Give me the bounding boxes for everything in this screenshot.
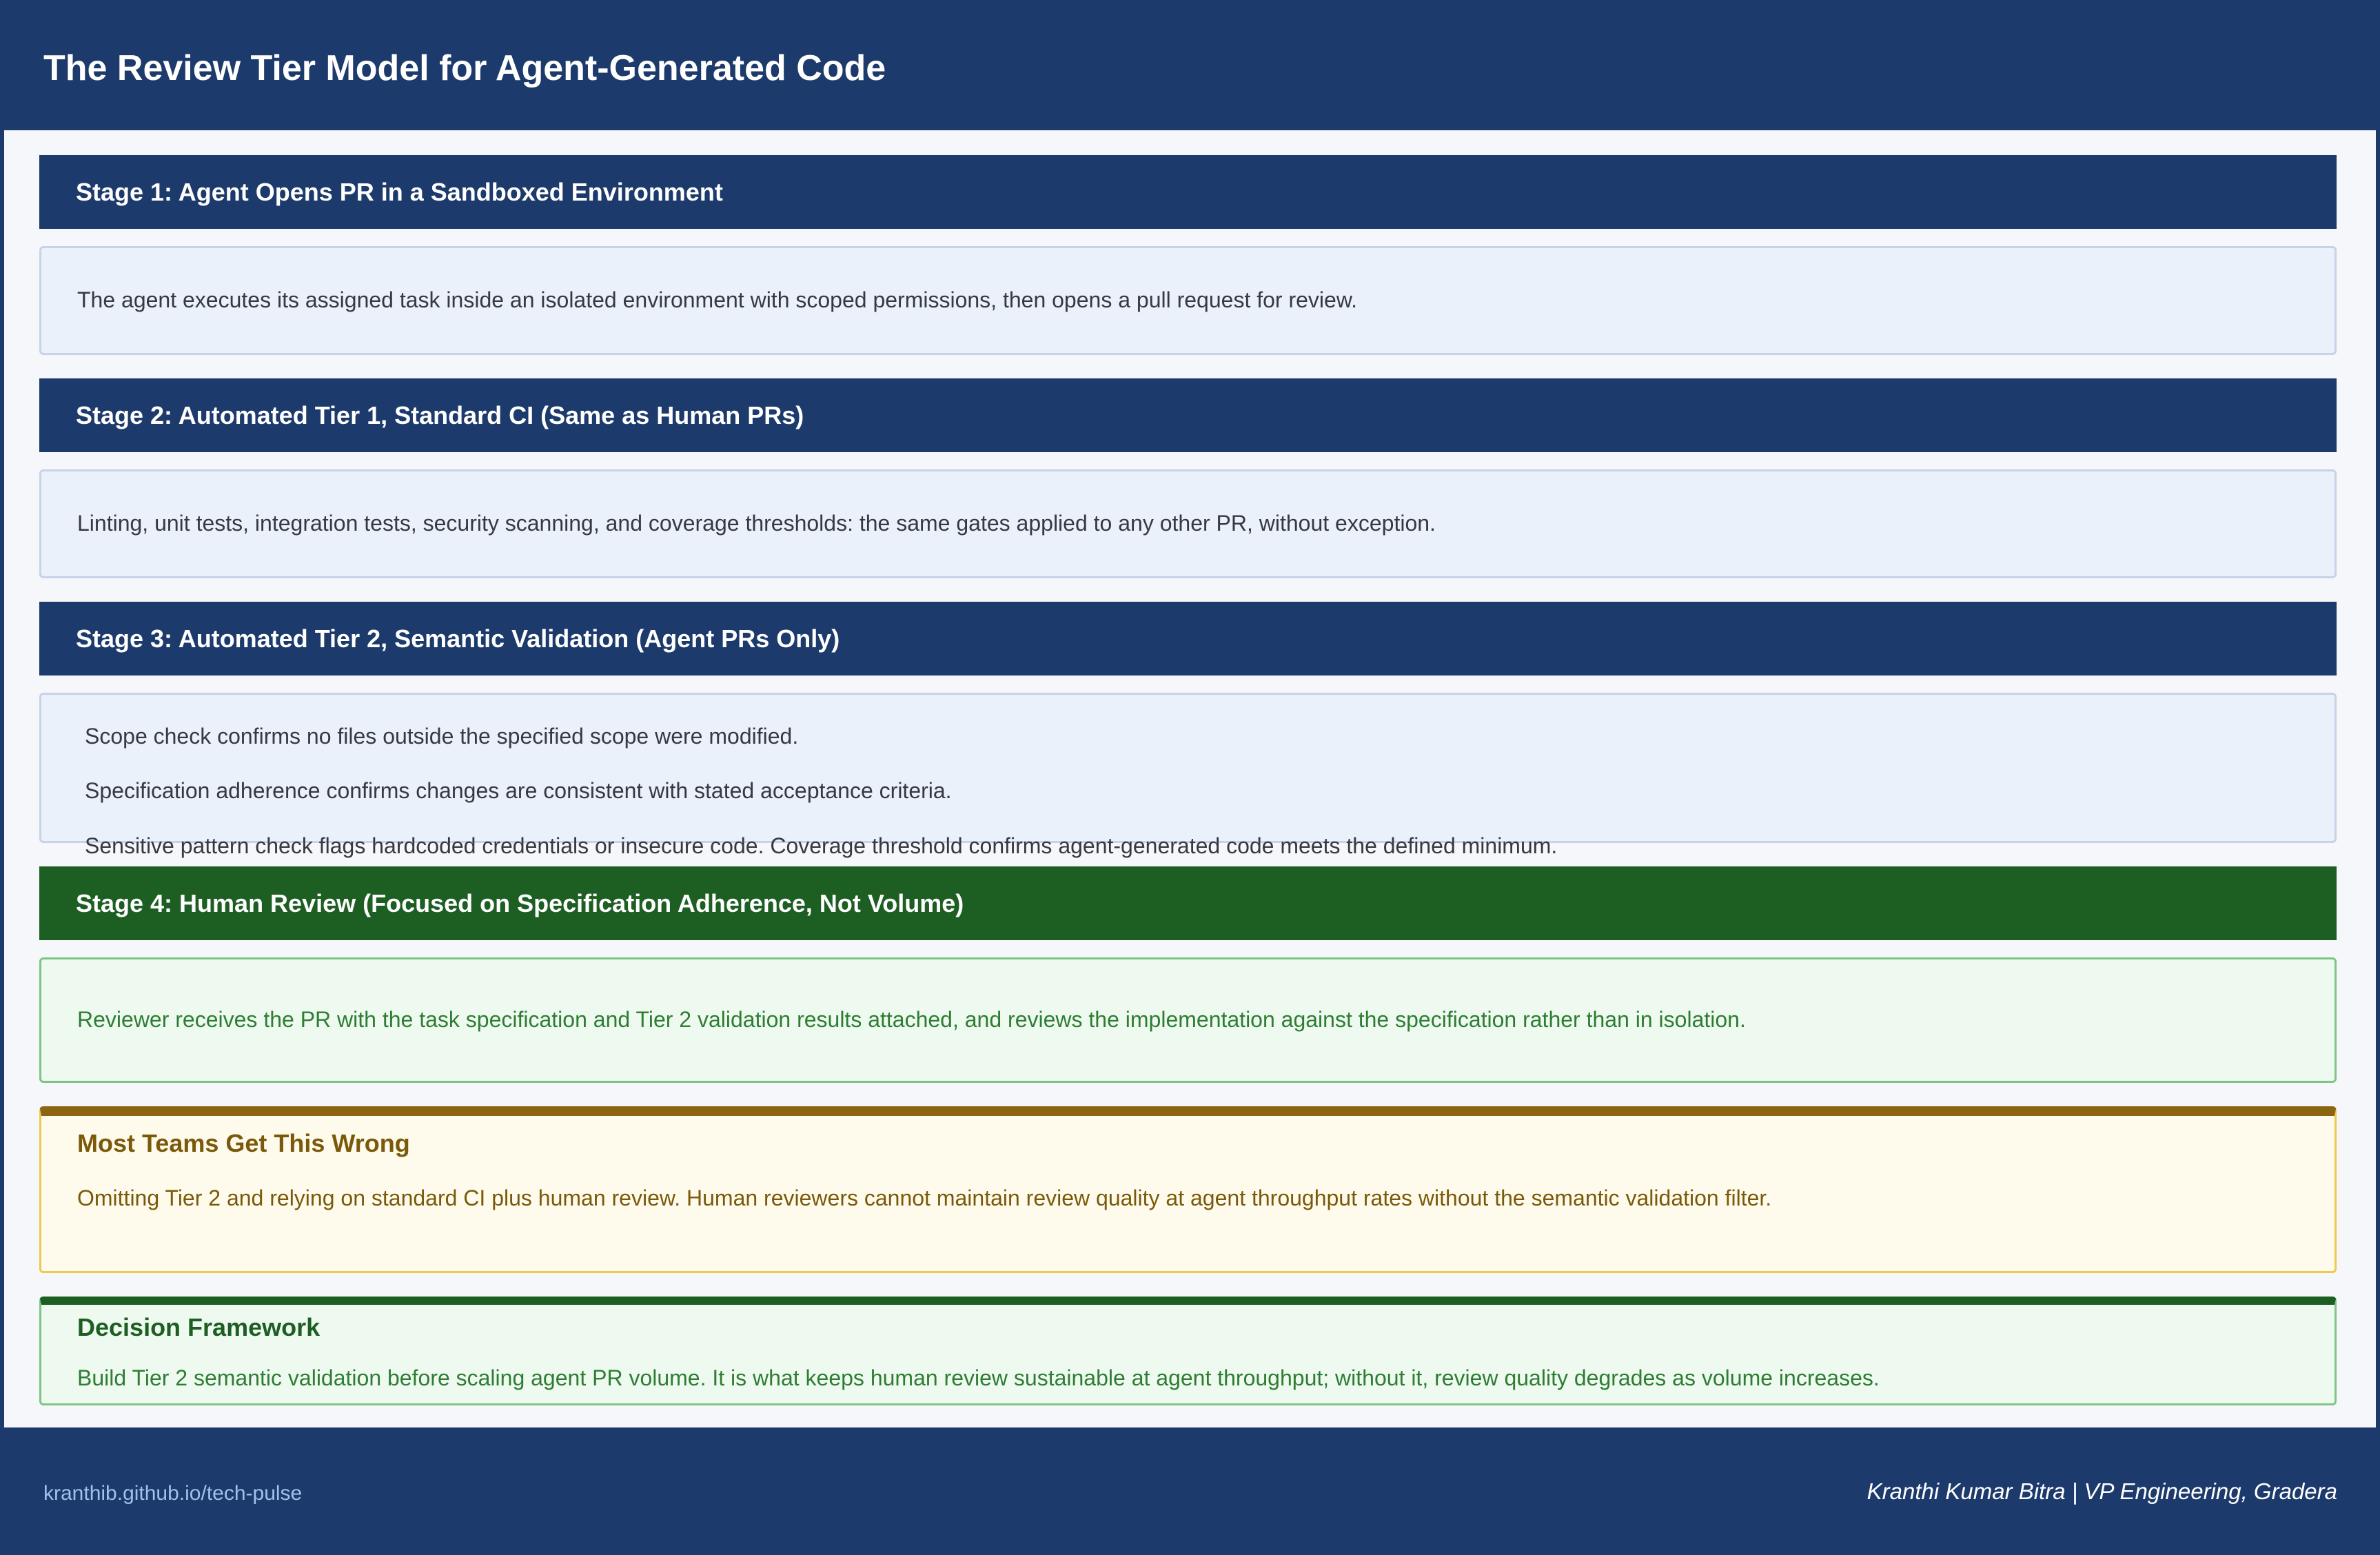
page-header (0, 0, 2380, 129)
stage-2-text: Linting, unit tests, integration tests, security scanning, and coverage thresholds: the same gates applied to any other PR, without exception. (77, 511, 1436, 536)
stage-3-body (39, 693, 2337, 843)
stage-1-header (39, 155, 2337, 229)
stage-2-header (39, 378, 2337, 452)
decision-text: Build Tier 2 semantic validation before scaling agent PR volume. It is what keeps human review sustainable at agent throughput; without it, review quality degrades as volume increases. (77, 1365, 1880, 1390)
footer-author: Kranthi Kumar Bitra | VP Engineering, Gradera (1867, 1478, 2337, 1504)
decision-callout (39, 1297, 2337, 1405)
stage-4-header (39, 866, 2337, 940)
stage-4-text: Reviewer receives the PR with the task specification and Tier 2 validation results attached, and reviews the implementation against the specification rather than in isolation. (77, 1007, 1746, 1032)
warning-title: Most Teams Get This Wrong (77, 1129, 410, 1157)
stage-2-title: Stage 2: Automated Tier 1, Standard CI (Same as Human PRs) (76, 401, 804, 429)
stage-1-text: The agent executes its assigned task inside an isolated environment with scoped permissions, then opens a pull request for review. (77, 287, 1358, 312)
stage-3-item-spec: Specification adherence confirms changes are consistent with stated acceptance criteria. (85, 778, 952, 803)
warning-callout (39, 1106, 2337, 1273)
stage-1-title: Stage 1: Agent Opens PR in a Sandboxed Environment (76, 178, 723, 206)
page-title: The Review Tier Model for Agent-Generated Code (43, 48, 886, 88)
stage-1-body (39, 246, 2337, 355)
footer-link[interactable]: kranthib.github.io/tech-pulse (43, 1482, 303, 1505)
stage-3-item-sensitive: Sensitive pattern check flags hardcoded credentials or insecure code. Coverage threshold confirms agent-generated code meets the defined minimum. (85, 833, 1558, 858)
stage-4-title: Stage 4: Human Review (Focused on Specification Adherence, Not Volume) (76, 889, 964, 917)
stage-2-body (39, 469, 2337, 578)
decision-title: Decision Framework (77, 1313, 321, 1341)
stage-3-header (39, 602, 2337, 675)
stage-3-item-scope: Scope check confirms no files outside the specified scope were modified. (85, 724, 799, 749)
stage-4-body (39, 957, 2337, 1083)
stage-3-title: Stage 3: Automated Tier 2, Semantic Validation (Agent PRs Only) (76, 624, 840, 653)
warning-text: Omitting Tier 2 and relying on standard CI plus human review. Human reviewers cannot maintain review quality at agent throughput rates without the semantic validation filter. (77, 1186, 1772, 1210)
